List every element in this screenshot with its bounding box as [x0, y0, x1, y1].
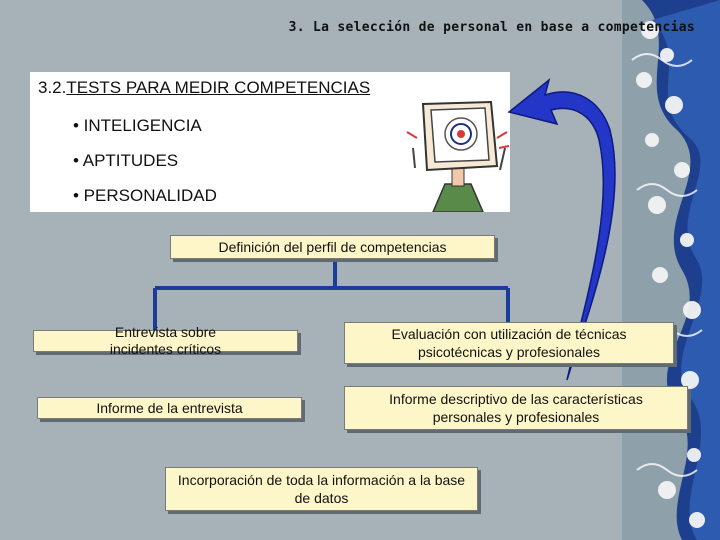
box-definicion-perfil-label: Definición del perfil de competencias	[218, 239, 447, 255]
panel-heading-title: TESTS PARA MEDIR COMPETENCIAS	[66, 78, 371, 97]
box-incorporacion-label: Incorporación de toda la información a la base de datos	[177, 472, 466, 506]
box-informe-entrevista	[37, 397, 302, 419]
box-entrevista-label: Entrevista sobre incidentes críticos	[109, 324, 222, 357]
bullet-inteligencia: • INTELIGENCIA	[73, 116, 202, 135]
box-entrevista	[33, 324, 298, 357]
box-incorporacion	[165, 467, 478, 511]
box-evaluacion	[344, 322, 674, 364]
box-informe-descriptivo-label: Informe descriptivo de las características personales y profesionales	[389, 391, 643, 425]
box-informe-descriptivo	[344, 386, 688, 430]
slide-title: 3. La selección de personal en base a competencias	[288, 20, 695, 35]
box-definicion-perfil	[170, 235, 495, 259]
bullet-personalidad: • PERSONALIDAD	[73, 186, 217, 205]
box-informe-entrevista-label: Informe de la entrevista	[96, 400, 243, 416]
box-evaluacion-label: Evaluación con utilización de técnicas psicotécnicas y profesionales	[391, 326, 627, 360]
bullet-aptitudes: • APTITUDES	[73, 151, 179, 170]
panel-heading-number: 3.2.	[38, 78, 67, 97]
